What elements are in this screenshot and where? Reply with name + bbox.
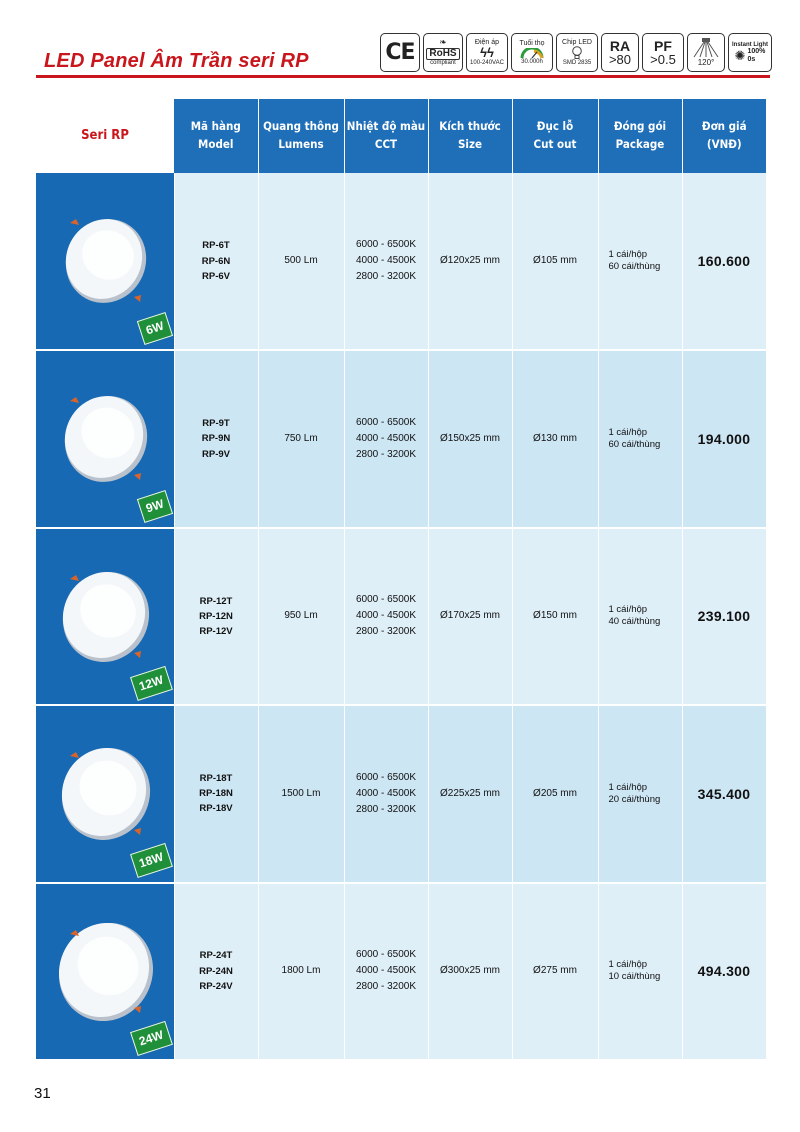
header-cutout: Đục lỗ Cut out (512, 99, 598, 173)
voltage-label: Điện áp (474, 38, 500, 46)
model-cell: RP-24T RP-24N RP-24V (174, 883, 258, 1060)
lumens-cell: 1500 Lm (258, 705, 344, 882)
size-cell: Ø120x25 mm (428, 173, 512, 350)
lifetime-value: 30.000h (521, 58, 543, 65)
cct-cell: 6000 - 6500K 4000 - 4500K 2800 - 3200K (344, 528, 428, 705)
product-image-cell (36, 883, 174, 1060)
ra-badge (601, 33, 639, 72)
lifetime-label: Tuổi thọ (519, 40, 545, 48)
cutout-cell: Ø130 mm (512, 350, 598, 527)
product-image-cell (36, 528, 174, 705)
led-panel-image (48, 914, 160, 1026)
pf-label: PF (654, 38, 672, 54)
header-package: Đóng gói Package (598, 99, 682, 173)
price-cell: 239.100 (682, 528, 766, 705)
cutout-cell: Ø150 mm (512, 528, 598, 705)
sun-icon: ✺ (734, 47, 746, 63)
table-row (36, 883, 766, 1060)
model-cell: RP-9T RP-9N RP-9V (174, 350, 258, 527)
lightning-icon: ϟϟ (480, 45, 494, 61)
pf-value: >0.5 (650, 52, 676, 67)
ra-label: RA (609, 38, 631, 54)
cutout-cell: Ø105 mm (512, 173, 598, 350)
gauge-icon (520, 48, 544, 59)
model-cell: RP-18T RP-18N RP-18V (174, 705, 258, 882)
beam-angle-badge (687, 33, 725, 72)
chip-value: SMD 2835 (562, 60, 592, 67)
chip-label: Chip LED (562, 38, 592, 46)
size-cell: Ø170x25 mm (428, 528, 512, 705)
ra-value: >80 (608, 52, 632, 67)
lumens-cell: 950 Lm (258, 528, 344, 705)
price-cell: 160.600 (682, 173, 766, 350)
package-cell: 1 cái/hộp 10 cái/thùng (598, 883, 682, 1060)
cutout-cell: Ø205 mm (512, 705, 598, 882)
price-cell: 494.300 (682, 883, 766, 1060)
cutout-cell: Ø275 mm (512, 883, 598, 1060)
price-cell: 345.400 (682, 705, 766, 882)
package-cell: 1 cái/hộp 60 cái/thùng (598, 350, 682, 527)
ce-label: CE (385, 39, 415, 65)
lifetime-badge (511, 33, 553, 72)
wattage-badge: 18W (130, 843, 173, 878)
pf-badge (642, 33, 684, 72)
price-cell: 194.000 (682, 350, 766, 527)
header-cct: Nhiệt độ màu CCT (344, 99, 428, 173)
wattage-badge: 6W (136, 312, 172, 345)
cct-cell: 6000 - 6500K 4000 - 4500K 2800 - 3200K (344, 173, 428, 350)
led-panel-image (48, 381, 160, 493)
price-table (36, 99, 767, 1061)
table-row (36, 350, 766, 527)
lumens-cell: 750 Lm (258, 350, 344, 527)
cct-cell: 6000 - 6500K 4000 - 4500K 2800 - 3200K (344, 705, 428, 882)
model-cell: RP-12T RP-12N RP-12V (174, 528, 258, 705)
instant-label: Instant Light (732, 42, 768, 48)
instant-time: 0s (747, 55, 756, 63)
bulb-icon (571, 46, 583, 60)
size-cell: Ø225x25 mm (428, 705, 512, 882)
title-underline (36, 75, 770, 78)
model-cell: RP-6T RP-6N RP-6V (174, 173, 258, 350)
wattage-badge: 12W (130, 666, 173, 701)
led-panel-image (48, 736, 160, 848)
package-cell: 1 cái/hộp 40 cái/thùng (598, 528, 682, 705)
page-title: LED Panel Âm Trần seri RP (44, 50, 309, 72)
header-price: Đơn giá (VNĐ) (682, 99, 766, 173)
header-model: Mã hàng Model (174, 99, 258, 173)
size-cell: Ø150x25 mm (428, 350, 512, 527)
led-panel-image (48, 203, 160, 315)
page-number: 31 (34, 1085, 51, 1102)
table-row (36, 173, 766, 350)
beam-angle-icon (691, 37, 721, 59)
rohs-sub-label: compliant (430, 60, 456, 67)
product-image-cell (36, 350, 174, 527)
cct-cell: 6000 - 6500K 4000 - 4500K 2800 - 3200K (344, 883, 428, 1060)
lumens-cell: 1800 Lm (258, 883, 344, 1060)
leaf-icon: ❧ (439, 37, 447, 48)
table-row (36, 705, 766, 882)
table-row (36, 528, 766, 705)
certification-badges (380, 33, 772, 73)
voltage-value: 100-240VAC (470, 59, 504, 66)
package-cell: 1 cái/hộp 60 cái/thùng (598, 173, 682, 350)
ce-badge (380, 33, 420, 72)
instant-light-badge (728, 33, 772, 72)
wattage-badge: 24W (130, 1021, 173, 1056)
led-panel-image (48, 559, 160, 671)
header-seri: Seri RP (36, 99, 174, 173)
chip-led-badge (556, 33, 598, 72)
angle-value: 120° (697, 58, 715, 68)
size-cell: Ø300x25 mm (428, 883, 512, 1060)
table-header-row (36, 99, 766, 173)
product-image-cell (36, 705, 174, 882)
voltage-badge (466, 33, 508, 72)
rohs-label: RoHS (426, 48, 459, 61)
header-size: Kích thước Size (428, 99, 512, 173)
product-image-cell (36, 173, 174, 350)
header-lumens: Quang thông Lumens (258, 99, 344, 173)
wattage-badge: 9W (136, 490, 172, 523)
package-cell: 1 cái/hộp 20 cái/thùng (598, 705, 682, 882)
cct-cell: 6000 - 6500K 4000 - 4500K 2800 - 3200K (344, 350, 428, 527)
instant-value: 100% (747, 48, 766, 56)
rohs-badge (423, 33, 463, 72)
lumens-cell: 500 Lm (258, 173, 344, 350)
